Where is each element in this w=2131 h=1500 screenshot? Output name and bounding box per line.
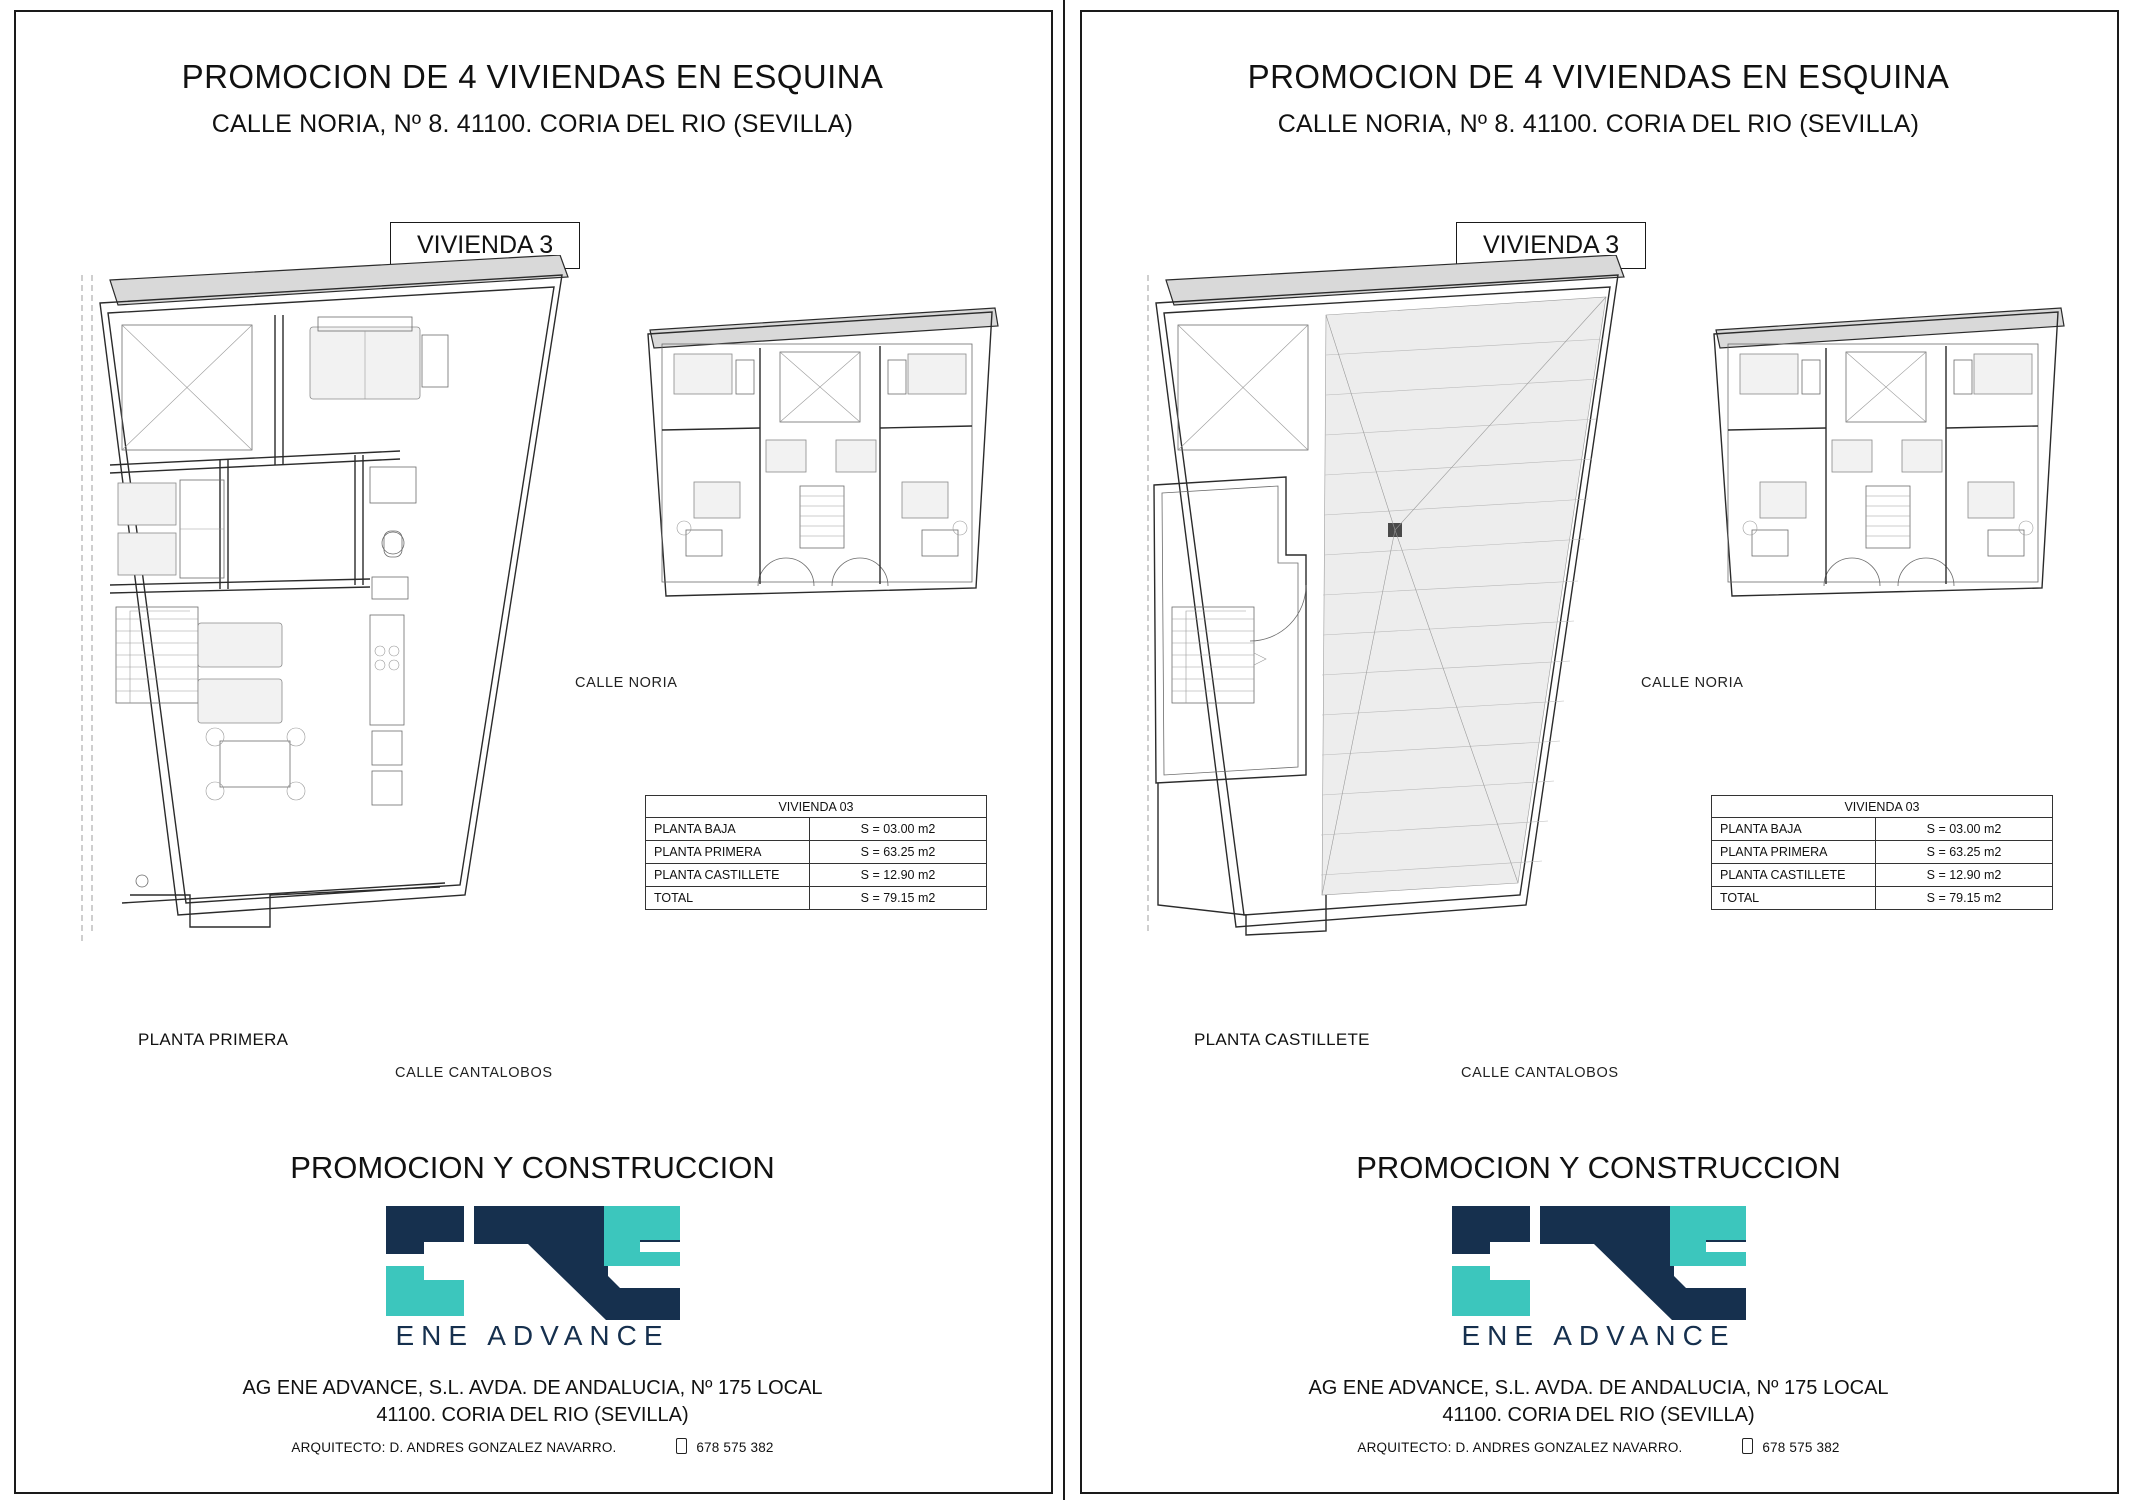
phone-icon: [1742, 1438, 1753, 1454]
phone-icon: [676, 1438, 687, 1454]
sheet-right-title-line2: CALLE NORIA, Nº 8. 41100. CORIA DEL RIO (SEVILLA): [1277, 110, 1920, 138]
sheet-right: [1066, 0, 2131, 1500]
company-address-line1: AG ENE ADVANCE, S.L. AVDA. DE ANDALUCIA, Nº 175 LOCAL: [242, 1377, 823, 1399]
ene-advance-logo-left: [378, 1200, 688, 1330]
architect-credit-right: [1066, 1438, 2131, 1455]
area-row-label: TOTAL: [1712, 887, 1876, 909]
architect-name-left: ARQUITECTO: D. ANDRES GONZALEZ NAVARRO.: [291, 1440, 617, 1455]
area-row-label: PLANTA PRIMERA: [1712, 841, 1876, 863]
area-table-right: [1711, 795, 2053, 910]
area-row-value: S = 12.90 m2: [1926, 868, 2002, 882]
area-row-value: S = 03.00 m2: [860, 822, 936, 836]
area-table-left-header: VIVIENDA 03: [646, 796, 986, 818]
area-row-label: TOTAL: [646, 887, 810, 909]
area-row-label: PLANTA BAJA: [1712, 818, 1876, 840]
floorplan-planta-castillete: [1126, 255, 1656, 975]
sheet-left-title-line1: PROMOCION DE 4 VIVIENDAS EN ESQUINA: [181, 58, 884, 95]
table-row: [1712, 841, 2052, 864]
table-row: [1712, 887, 2052, 909]
sheet-left: [0, 0, 1065, 1500]
table-row: [646, 841, 986, 864]
table-row: [646, 864, 986, 887]
area-row-value: S = 79.15 m2: [860, 891, 936, 905]
area-row-value: S = 12.90 m2: [860, 868, 936, 882]
plan-label-left: PLANTA PRIMERA: [138, 1030, 289, 1049]
architect-credit-left: [0, 1438, 1065, 1455]
street-label-calle-noria-left: CALLE NORIA: [575, 675, 678, 691]
company-address-line2: 41100. CORIA DEL RIO (SEVILLA): [376, 1404, 689, 1426]
logo-wordmark-left: ENE ADVANCE: [395, 1320, 670, 1351]
phone-number-right: 678 575 382: [1762, 1440, 1840, 1455]
plan-label-right: PLANTA CASTILLETE: [1194, 1030, 1370, 1049]
table-row: [646, 818, 986, 841]
architect-name-right: ARQUITECTO: D. ANDRES GONZALEZ NAVARRO.: [1357, 1440, 1683, 1455]
street-label-calle-cantalobos-left: CALLE CANTALOBOS: [395, 1065, 553, 1081]
table-row: [1712, 864, 2052, 887]
sheet-right-unit-box: VIVIENDA 3: [1456, 222, 1646, 269]
reference-plan-small-right: [1706, 300, 2066, 600]
footer-headline-left: PROMOCION Y CONSTRUCCION: [290, 1150, 775, 1185]
ene-advance-logo-right: [1444, 1200, 1754, 1330]
area-table-right-header: VIVIENDA 03: [1712, 796, 2052, 818]
table-row: [646, 887, 986, 909]
floorplan-planta-primera: [70, 255, 600, 975]
area-row-label: PLANTA CASTILLETE: [646, 864, 810, 886]
area-row-label: PLANTA CASTILLETE: [1712, 864, 1876, 886]
street-label-calle-cantalobos-right: CALLE CANTALOBOS: [1461, 1065, 1619, 1081]
reference-plan-small-left: [640, 300, 1000, 600]
company-address-line2: 41100. CORIA DEL RIO (SEVILLA): [1442, 1404, 1755, 1426]
area-table-left: [645, 795, 987, 910]
sheet-right-title-line1: PROMOCION DE 4 VIVIENDAS EN ESQUINA: [1247, 58, 1950, 95]
area-row-value: S = 63.25 m2: [1926, 845, 2002, 859]
sheet-divider: [1063, 0, 1065, 1500]
area-row-value: S = 63.25 m2: [860, 845, 936, 859]
area-row-value: S = 03.00 m2: [1926, 822, 2002, 836]
table-row: [1712, 818, 2052, 841]
company-address-right: [1066, 1375, 2131, 1429]
logo-wordmark-right: ENE ADVANCE: [1461, 1320, 1736, 1351]
area-row-value: S = 79.15 m2: [1926, 891, 2002, 905]
footer-headline-right: PROMOCION Y CONSTRUCCION: [1356, 1150, 1841, 1185]
area-row-label: PLANTA BAJA: [646, 818, 810, 840]
company-address-left: [0, 1375, 1065, 1429]
phone-number-left: 678 575 382: [696, 1440, 774, 1455]
sheet-left-unit-box: VIVIENDA 3: [390, 222, 580, 269]
sheet-left-title-line2: CALLE NORIA, Nº 8. 41100. CORIA DEL RIO (SEVILLA): [211, 110, 854, 138]
company-address-line1: AG ENE ADVANCE, S.L. AVDA. DE ANDALUCIA, Nº 175 LOCAL: [1308, 1377, 1889, 1399]
street-label-calle-noria-right: CALLE NORIA: [1641, 675, 1744, 691]
area-row-label: PLANTA PRIMERA: [646, 841, 810, 863]
